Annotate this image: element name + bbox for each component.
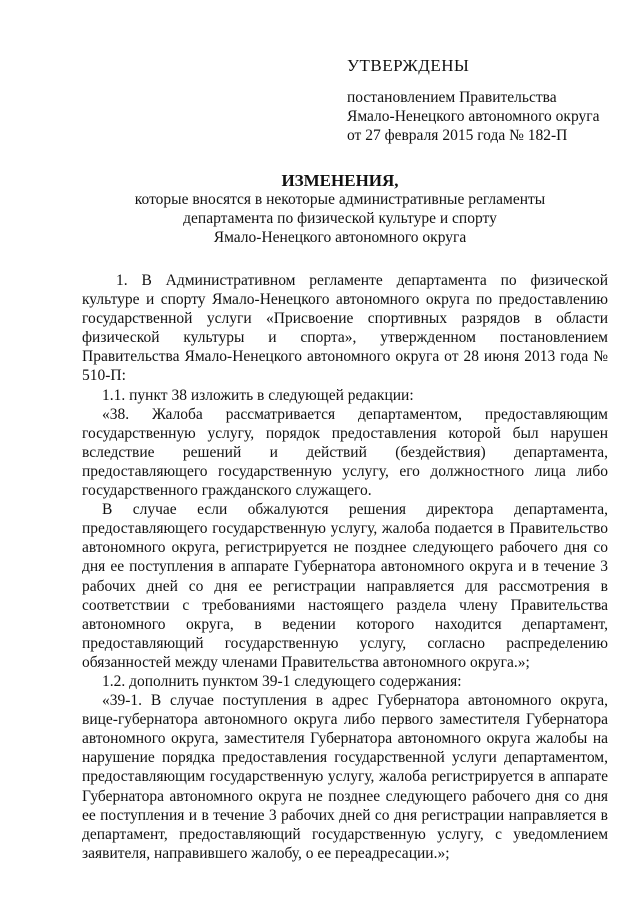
heading-line: которые вносятся в некоторые административные регламенты — [134, 191, 546, 208]
approval-line: постановлением Правительства — [347, 89, 557, 106]
paragraph-1-2: 1.2. дополнить пунктом 39-1 следующего содержания: — [102, 672, 462, 690]
document-heading — [60, 171, 620, 247]
paragraph-complaint-director: В случае если обжалуются решения директора департамента, предоставляющего государственную услугу, жалоба подается в Правительство автономного округа, регистрируется не позднее следующего рабочего дня со дня ее поступления в аппарате Губернатора автономного округа и в течение 3 рабочих дней со дня ее регистрации направляется для рассмотрения в соответствии с требованиями настоящего раздела члену Правительства автономного округа, в ведении которого находится департамент, предоставляющий государственную услугу, согласно распределению обязанностей между членами Правительства автономного округа.»; — [82, 501, 608, 671]
approval-line: от 27 февраля 2015 года № 182-П — [347, 127, 568, 144]
heading-line: департамента по физической культуре и спорту — [183, 210, 497, 227]
heading-line: Ямало-Ненецкого автономного округа — [213, 229, 467, 246]
approval-line: Ямало-Ненецкого автономного округа — [347, 108, 600, 125]
heading-title: ИЗМЕНЕНИЯ, — [281, 171, 399, 190]
document-body — [82, 271, 608, 863]
paragraph-1-1: 1.1. пункт 38 изложить в следующей редакции: — [102, 386, 414, 404]
paragraph-point-39-1: «39-1. В случае поступления в адрес Губернатора автономного округа, вице-губернатора автономного округа либо первого заместителя Губернатора автономного округа, заместителя Губернатора автономного округа жалобы на нарушение порядка предоставления государственной услуги департаментом, предоставляющим государственную услугу, жалоба регистрируется в аппарате Губернатора автономного округа не позднее следующего рабочего дня со дня ее поступления и в течение 3 рабочих дней со дня регистрации направляется в департамент, предоставляющий государственную услугу, с уведомлением заявителя, направившего жалобу, о ее переадресации.»; — [82, 692, 608, 862]
approval-title: УТВЕРЖДЕНЫ — [347, 56, 470, 75]
paragraph-point-38: «38. Жалоба рассматривается департаментом, предоставляющим государственную услугу, порядок предоставления которой был нарушен вследствие решений и действий (бездействия) департамента, предоставляющего государственную услугу, его должностного лица либо государственного гражданского служащего. — [82, 405, 608, 500]
paragraph-1: 1. В Административном регламенте департамента по физической культуре и спорту Ямало-Ненецкого автономного округа по предоставлению государственной услуги «Присвоение спортивных разрядов в области физической культуры и спорта», утвержденном постановлением Правительства Ямало-Ненецкого автономного округа от 28 июня 2013 года № 510-П: — [82, 272, 608, 385]
approval-block — [347, 56, 599, 145]
